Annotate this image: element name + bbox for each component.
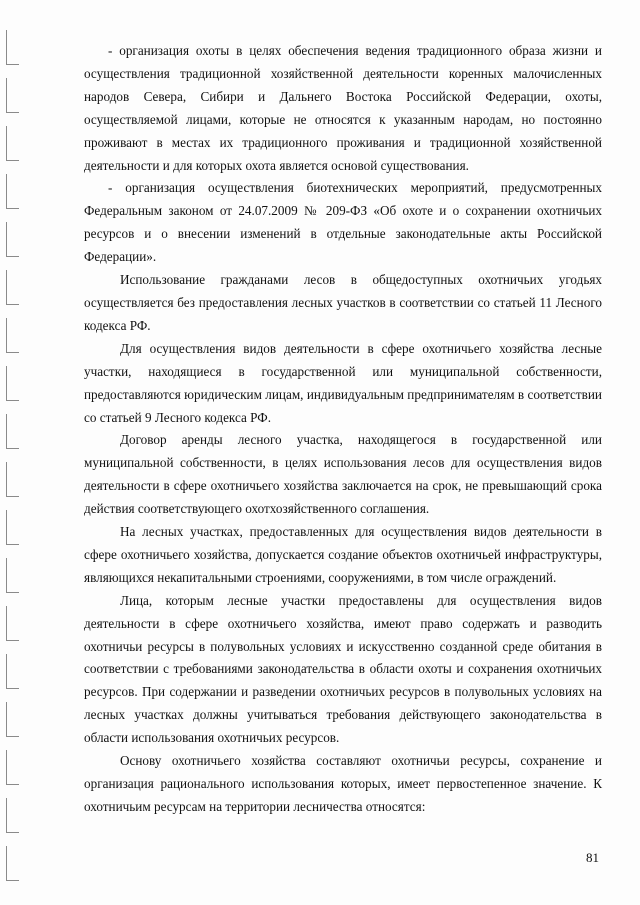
- binding-mark: [6, 798, 19, 833]
- binding-edge-marks: [6, 30, 24, 890]
- paragraph: Лица, которым лесные участки предоставлены для осуществления видов деятельности в сфере охотничьего хозяйства, имеют право содержать и разводить охотничьи ресурсы в полувольных условиях и искусственно созданной среде обитания в соответствии с требованиями законодательства в области охоты и сохранения охотничьих ресурсов. При содержании и разведении охотничьих ресурсов в полувольных условиях на лесных участках должны учитываться требования действующего законодательства в области использования охотничьих ресурсов.: [84, 592, 602, 746]
- binding-mark: [6, 270, 19, 305]
- binding-mark: [6, 414, 19, 449]
- page-number: 81: [586, 850, 599, 865]
- binding-mark: [6, 606, 19, 641]
- paragraph: - организация осуществления биотехнических мероприятий, предусмотренных Федеральным законом от 24.07.2009 № 209-ФЗ «Об охоте и о сохранении охотничьих ресурсов и о внесении изменений в отдельные законодательные акты Российской Федерации».: [84, 180, 602, 265]
- paragraph: На лесных участках, предоставленных для осуществления видов деятельности в сфере охотничьего хозяйства, допускается создание объектов охотничьей инфраструктуры, являющихся некапитальными строениями, сооружениями, в том числе ограждений.: [84, 524, 602, 585]
- paragraph: Использование гражданами лесов в общедоступных охотничьих угодьях осуществляется без предоставления лесных участков в соответствии со статьей 11 Лесного кодекса РФ.: [84, 272, 602, 333]
- binding-mark: [6, 78, 19, 113]
- paragraph: Основу охотничьего хозяйства составляют охотничьи ресурсы, сохранение и организация рационального использования которых, имеет первостепенное значение. К охотничьим ресурсам на территории лесничества относятся:: [84, 753, 602, 814]
- binding-mark: [6, 510, 19, 545]
- paragraph: - организация охоты в целях обеспечения ведения традиционного образа жизни и осуществления традиционной хозяйственной деятельности коренных малочисленных народов Севера, Сибири и Дальнего Востока Российской Федерации, охоты, осуществляемой лицами, которые не относятся к указанным народам, но постоянно проживают в местах их традиционного проживания и традиционной хозяйственной деятельности и для которых охота является основой существования.: [84, 43, 602, 173]
- binding-mark: [6, 702, 19, 737]
- binding-mark: [6, 222, 19, 257]
- paragraph: Договор аренды лесного участка, находящегося в государственной или муниципальной собственности, в целях использования лесов для осуществления видов деятельности в сфере охотничьего хозяйства заключается на срок, не превышающий срока действия соответствующего охотхозяйственного соглашения.: [84, 432, 602, 517]
- body-text: [84, 40, 602, 819]
- paragraph: Для осуществления видов деятельности в сфере охотничьего хозяйства лесные участки, находящиеся в государственной или муниципальной собственности, предоставляются юридическим лицам, индивидуальным предпринимателям в соответствии со статьей 9 Лесного кодекса РФ.: [84, 340, 602, 425]
- binding-mark: [6, 750, 19, 785]
- binding-mark: [6, 558, 19, 593]
- binding-mark: [6, 846, 19, 881]
- binding-mark: [6, 654, 19, 689]
- binding-mark: [6, 30, 19, 65]
- binding-mark: [6, 462, 19, 497]
- binding-mark: [6, 366, 19, 401]
- binding-mark: [6, 174, 19, 209]
- binding-mark: [6, 318, 19, 353]
- binding-mark: [6, 126, 19, 161]
